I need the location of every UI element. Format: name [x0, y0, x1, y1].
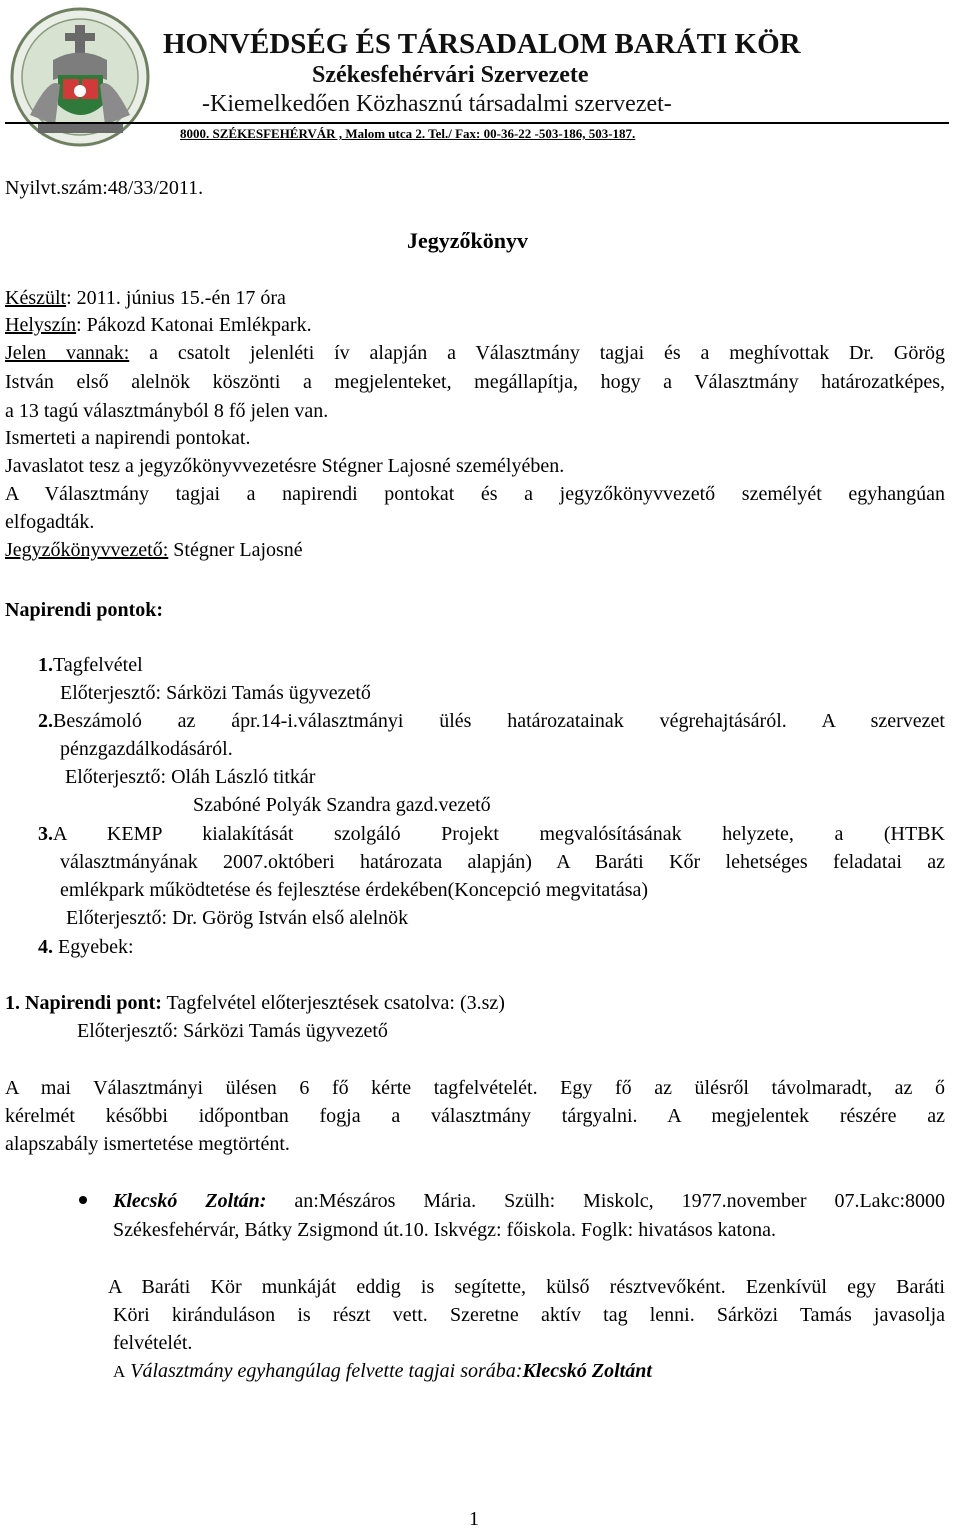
- point-1-heading: [5, 990, 505, 1017]
- candidate-name: Klecskó Zoltán:: [113, 1190, 267, 1212]
- organization-address: 8000. SZÉKESFEHÉRVÁR , Malom utca 2. Tel./ Fax: 00-36-22 -503-186, 503-187.: [180, 126, 636, 141]
- agenda-item-2-line-2: pénzgazdálkodásáról.: [60, 738, 233, 760]
- recorder-line: [5, 537, 303, 564]
- decision-text: Választmány egyhangúlag felvette tagjai sorába:: [125, 1360, 523, 1382]
- note-line-2: Köri kiránduláson is részt vett. Szeretne aktív tag lenni. Sárközi Tamás javasolja: [113, 1304, 945, 1326]
- point-1-presenter-value: Sárközi Tamás ügyvezető: [178, 1020, 388, 1042]
- place-value: : Pákozd Katonai Emlékpark.: [76, 314, 312, 336]
- header-divider: [5, 122, 949, 124]
- agenda-item-2-presenter-2: Szabóné Polyák Szandra gazd.vezető: [193, 794, 491, 816]
- agenda-item-3-line-3: emlékpark működtetése és fejlesztése érdekében(Koncepció megvitatása): [60, 879, 649, 901]
- made-line: [5, 285, 286, 312]
- note-line-1: A Baráti Kör munkáját eddig is segítette, külső résztvevőként. Ezenkívül egy Baráti: [108, 1276, 945, 1298]
- agenda-item-number: 3.: [38, 823, 53, 845]
- agenda-item-3-presenter: Előterjesztő: Dr. Görög István első alelnök: [66, 907, 409, 929]
- agenda-item-2: [38, 708, 945, 735]
- agenda-item-title: Egyebek:: [53, 936, 134, 958]
- agenda-item-number: 2.: [38, 710, 53, 732]
- decision-line: [113, 1358, 652, 1385]
- recorder-proposal: Javaslatot tesz a jegyzőkönyvvezetésre Stégner Lajosné személyében.: [5, 455, 565, 477]
- present-line-1: [5, 340, 945, 367]
- bullet-icon: [79, 1196, 87, 1204]
- note-line-3: felvételét.: [113, 1332, 193, 1354]
- present-text: a csatolt jelenléti ív alapján a Választmány tagjai és a meghívottak Dr. Görög: [129, 342, 945, 364]
- made-value: : 2011. június 15.-én 17 óra: [66, 287, 286, 309]
- agenda-item-title: Beszámoló az ápr.14-i.választmányi ülés határozatainak végrehajtásáról. A szervezet: [53, 710, 945, 732]
- present-label: Jelen vannak:: [5, 342, 130, 364]
- organization-branch: Székesfehérvári Szervezete: [312, 62, 589, 88]
- point-1-para-line-3: alapszabály ismertetése megtörtént.: [5, 1133, 290, 1155]
- candidate-line-1: [113, 1188, 945, 1215]
- present-line-3: a 13 tagú választmányból 8 fő jelen van.: [5, 400, 329, 422]
- document-title: Jegyzőkönyv: [407, 228, 528, 253]
- agenda-item-2-presenter: Előterjesztő: Oláh László titkár: [65, 766, 316, 788]
- agenda-intro: Ismerteti a napirendi pontokat.: [5, 427, 251, 449]
- place-line: [5, 312, 312, 339]
- candidate-details: an:Mészáros Mária. Szülh: Miskolc, 1977.november 07.Lakc:8000: [266, 1190, 945, 1212]
- agenda-item-1: [38, 652, 143, 679]
- present-line-2: István első alelnök köszönti a megjelenteket, megállapítja, hogy a Választmány határozatképes,: [5, 371, 945, 393]
- agenda-item-4: [38, 934, 134, 961]
- agenda-item-3: [38, 821, 945, 848]
- organization-crest-icon: [8, 5, 153, 150]
- agenda-item-3-line-2: választmányának 2007.októberi határozata alapján) A Baráti Kőr lehetséges feladatai az: [60, 851, 945, 873]
- page-number: 1: [469, 1508, 479, 1530]
- accepted-line-2: elfogadták.: [5, 511, 95, 533]
- agenda-item-title: A KEMP kialakítását szolgáló Projekt megvalósításának helyzete, a (HTBK: [53, 823, 945, 845]
- point-1-presenter: [77, 1018, 388, 1045]
- point-1-presenter-label: Előterjesztő:: [77, 1020, 179, 1042]
- point-1-para-line-1: A mai Választmányi ülésen 6 fő kérte tagfelvételét. Egy fő az ülésről távolmaradt, az ő: [5, 1077, 945, 1099]
- registration-number: Nyilvt.szám:48/33/2011.: [5, 177, 204, 199]
- organization-name: HONVÉDSÉG ÉS TÁRSADALOM BARÁTI KÖR: [163, 28, 801, 60]
- agenda-item-1-presenter: Előterjesztő: Sárközi Tamás ügyvezető: [60, 682, 371, 704]
- recorder-label: Jegyzőkönyvvezető:: [5, 539, 169, 561]
- agenda-item-number: 1.: [38, 654, 53, 676]
- decision-name: Klecskó Zoltánt: [522, 1360, 652, 1382]
- agenda-item-number: 4.: [38, 936, 53, 958]
- point-1-para-line-2: kérelmét későbbi időpontban fogja a választmány tárgyalni. A megjelentek részére az: [5, 1105, 945, 1127]
- point-1-heading-bold: 1. Napirendi pont:: [5, 992, 162, 1014]
- agenda-heading: Napirendi pontok:: [5, 599, 164, 621]
- accepted-line-1: A Választmány tagjai a napirendi pontokat és a jegyzőkönyvvezető személyét egyhangúan: [5, 483, 945, 505]
- recorder-value: Stégner Lajosné: [168, 539, 303, 561]
- place-label: Helyszín: [5, 314, 77, 336]
- organization-status: -Kiemelkedően Közhasznú társadalmi szervezet-: [202, 91, 672, 117]
- decision-prefix: A: [113, 1362, 126, 1381]
- agenda-item-title: Tagfelvétel: [53, 654, 143, 676]
- point-1-heading-text: Tagfelvétel előterjesztések csatolva: (3.sz): [161, 992, 505, 1014]
- candidate-line-2: Székesfehérvár, Bátky Zsigmond út.10. Iskvégz: főiskola. Foglk: hivatásos katona.: [113, 1219, 776, 1241]
- made-label: Készült: [5, 287, 67, 309]
